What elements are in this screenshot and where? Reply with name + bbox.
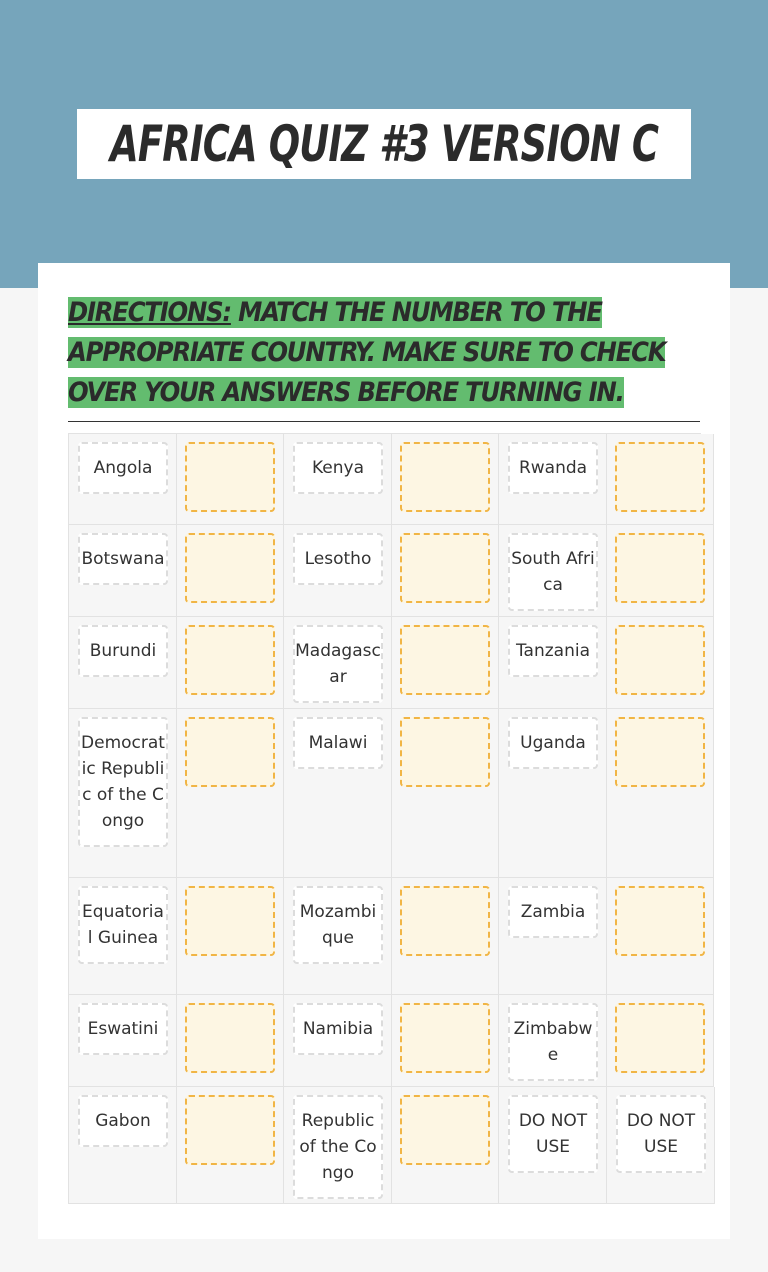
- grid-row: [69, 878, 701, 995]
- directions-body: MATCH THE NUMBER TO THE APPROPRIATE COUNTRY. MAKE SURE TO CHECK OVER YOUR ANSWERS BEFORE TURNING IN.: [68, 297, 666, 408]
- draggable-country-label[interactable]: DO NOT USE: [508, 1095, 598, 1173]
- draggable-country-label[interactable]: Republic of the Congo: [293, 1095, 383, 1199]
- drop-zone[interactable]: [185, 1003, 275, 1073]
- draggable-country-label[interactable]: Malawi: [293, 717, 383, 769]
- draggable-country-label[interactable]: Zimbabwe: [508, 1003, 598, 1081]
- drop-zone[interactable]: [400, 1003, 490, 1073]
- draggable-country-label[interactable]: Equatorial Guinea: [78, 886, 168, 964]
- matching-grid: [68, 433, 701, 1204]
- grid-row: [69, 525, 701, 617]
- draggable-country-label[interactable]: Namibia: [293, 1003, 383, 1055]
- grid-row: [69, 995, 701, 1087]
- drop-zone[interactable]: [615, 625, 705, 695]
- draggable-country-label[interactable]: Kenya: [293, 442, 383, 494]
- draggable-country-label[interactable]: Lesotho: [293, 533, 383, 585]
- draggable-country-label[interactable]: Rwanda: [508, 442, 598, 494]
- draggable-country-label[interactable]: South Africa: [508, 533, 598, 611]
- draggable-country-label[interactable]: Zambia: [508, 886, 598, 938]
- drop-zone[interactable]: [400, 442, 490, 512]
- page-title: AFRICA QUIZ #3 VERSION C: [110, 115, 658, 173]
- draggable-country-label[interactable]: Gabon: [78, 1095, 168, 1147]
- divider: [68, 421, 700, 422]
- grid-row: [69, 617, 701, 709]
- drop-zone[interactable]: [400, 625, 490, 695]
- drop-zone[interactable]: [615, 886, 705, 956]
- header-banner: [0, 0, 768, 288]
- draggable-country-label[interactable]: Mozambique: [293, 886, 383, 964]
- drop-zone[interactable]: [615, 442, 705, 512]
- draggable-country-label[interactable]: Tanzania: [508, 625, 598, 677]
- drop-zone[interactable]: [185, 533, 275, 603]
- draggable-country-label[interactable]: Burundi: [78, 625, 168, 677]
- drop-zone[interactable]: [185, 717, 275, 787]
- drop-zone[interactable]: [615, 533, 705, 603]
- drop-zone[interactable]: [185, 1095, 275, 1165]
- directions-lead: DIRECTIONS:: [68, 297, 231, 328]
- drop-zone[interactable]: [400, 886, 490, 956]
- draggable-country-label[interactable]: Madagascar: [293, 625, 383, 703]
- grid-row: [69, 1087, 701, 1204]
- grid-row: [69, 709, 701, 878]
- draggable-country-label[interactable]: Eswatini: [78, 1003, 168, 1055]
- draggable-country-label[interactable]: Uganda: [508, 717, 598, 769]
- draggable-country-label[interactable]: Angola: [78, 442, 168, 494]
- draggable-country-label[interactable]: DO NOT USE: [616, 1095, 706, 1173]
- drop-zone[interactable]: [185, 886, 275, 956]
- draggable-country-label[interactable]: Democratic Republic of the Congo: [78, 717, 168, 847]
- drop-zone[interactable]: [185, 442, 275, 512]
- title-box: [77, 109, 691, 179]
- drop-zone[interactable]: [615, 1003, 705, 1073]
- directions-text: [68, 293, 708, 413]
- drop-zone[interactable]: [185, 625, 275, 695]
- drop-zone[interactable]: [615, 717, 705, 787]
- grid-row: [69, 434, 701, 525]
- worksheet-card: [38, 263, 730, 1239]
- drop-zone[interactable]: [400, 717, 490, 787]
- draggable-country-label[interactable]: Botswana: [78, 533, 168, 585]
- drop-zone[interactable]: [400, 1095, 490, 1165]
- drop-zone[interactable]: [400, 533, 490, 603]
